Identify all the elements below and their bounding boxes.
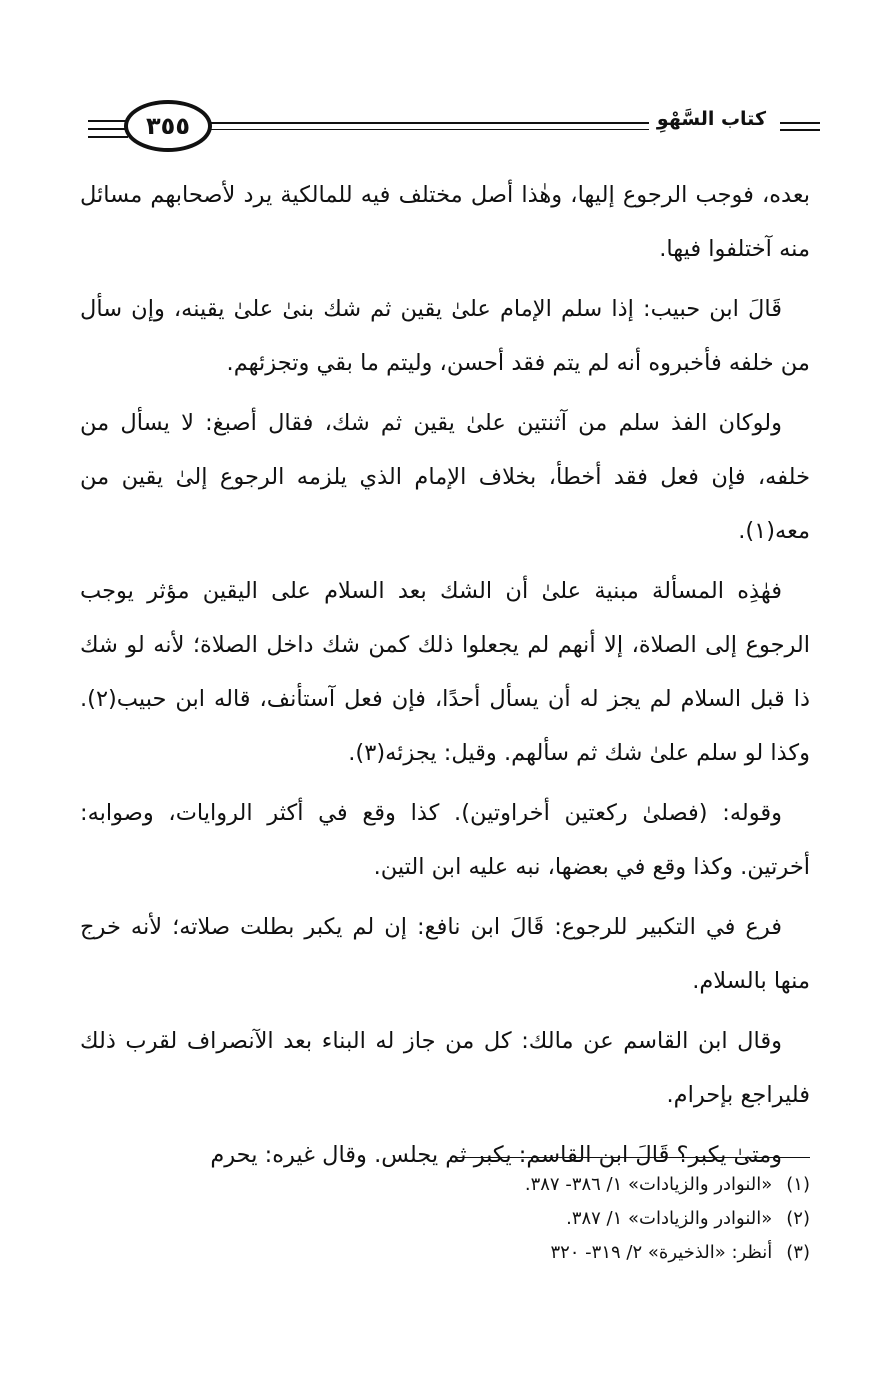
paragraph: قَالَ ابن حبيب: إذا سلم الإمام علىٰ يقين ثم شك بنىٰ علىٰ يقينه، وإن سأل من خلفه فأخبروه أنه لم يتم فقد أحسن، وليتم ما بقي وتجزئهم. (80, 296, 810, 376)
footnote-separator (455, 1157, 810, 1158)
page-number: ٣٥٥ (124, 100, 212, 152)
paragraph: فرع في التكبير للرجوع: قَالَ ابن نافع: إن لم يكبر بطلت صلاته؛ لأنه خرج منها بالسلام. (80, 914, 810, 994)
header-rule (780, 129, 820, 131)
footnote-text: «النوادر والزيادات» ١/ ٣٨٧. (566, 1208, 773, 1229)
paragraph: بعده، فوجب الرجوع إليها، وهٰذا أصل مختلف فيه للمالكية يرد لأصحابهم مسائل منه آختلفوا فيها. (80, 182, 810, 262)
footnote-text: «النوادر والزيادات» ١/ ٣٨٦- ٣٨٧. (524, 1174, 773, 1195)
page-header (88, 98, 820, 160)
paragraph: وقوله: (فصلىٰ ركعتين أخراوتين). كذا وقع في أكثر الروايات، وصوابه: أخرتين. وكذا وقع في بعضها، نبه عليه ابن التين. (80, 800, 810, 880)
header-rule (780, 122, 820, 124)
footnote-number: (١) (786, 1174, 810, 1195)
footnote-text: أنظر: «الذخيرة» ٢/ ٣١٩- ٣٢٠ (550, 1242, 773, 1263)
header-rule (88, 128, 128, 130)
paragraph: وقال ابن القاسم عن مالك: كل من جاز له البناء بعد الآنصراف لقرب ذلك فليراجع بإحرام. (80, 1028, 810, 1108)
body-text (80, 168, 810, 1188)
footnote-number: (٣) (786, 1242, 810, 1263)
footnote (300, 1168, 810, 1202)
footnote (300, 1202, 810, 1236)
running-title: كتاب السَّهْوِ (649, 108, 774, 130)
header-rule (88, 136, 128, 138)
footnotes (300, 1168, 810, 1270)
footnote (300, 1236, 810, 1270)
paragraph: ولوكان الفذ سلم من آثنتين علىٰ يقين ثم شك، فقال أصبغ: لا يسأل من خلفه، فإن فعل فقد أخطأ، بخلاف الإمام الذي يلزمه الرجوع إلىٰ يقين من معه(١). (80, 410, 810, 544)
header-rule (208, 129, 720, 130)
header-rule (208, 122, 720, 124)
paragraph: فهٰذِه المسألة مبنية علىٰ أن الشك بعد السلام على اليقين مؤثر يوجب الرجوع إلى الصلاة، إلا أنهم لم يجعلوا ذلك كمن شك داخل الصلاة؛ لأنه لو شك ذا قبل السلام لم يجز له أن يسأل أحدًا، فإن فعل آستأنف، قاله ابن حبيب(٢). وكذا لو سلم علىٰ شك ثم سألهم. وقيل: يجزئه(٣). (80, 578, 810, 766)
header-rule (88, 120, 128, 122)
paragraph: ومتىٰ يكبر؟ قَالَ ابن القاسم: يكبر ثم يجلس. وقال غيره: يحرم (210, 1142, 782, 1168)
footnote-number: (٢) (786, 1208, 810, 1229)
